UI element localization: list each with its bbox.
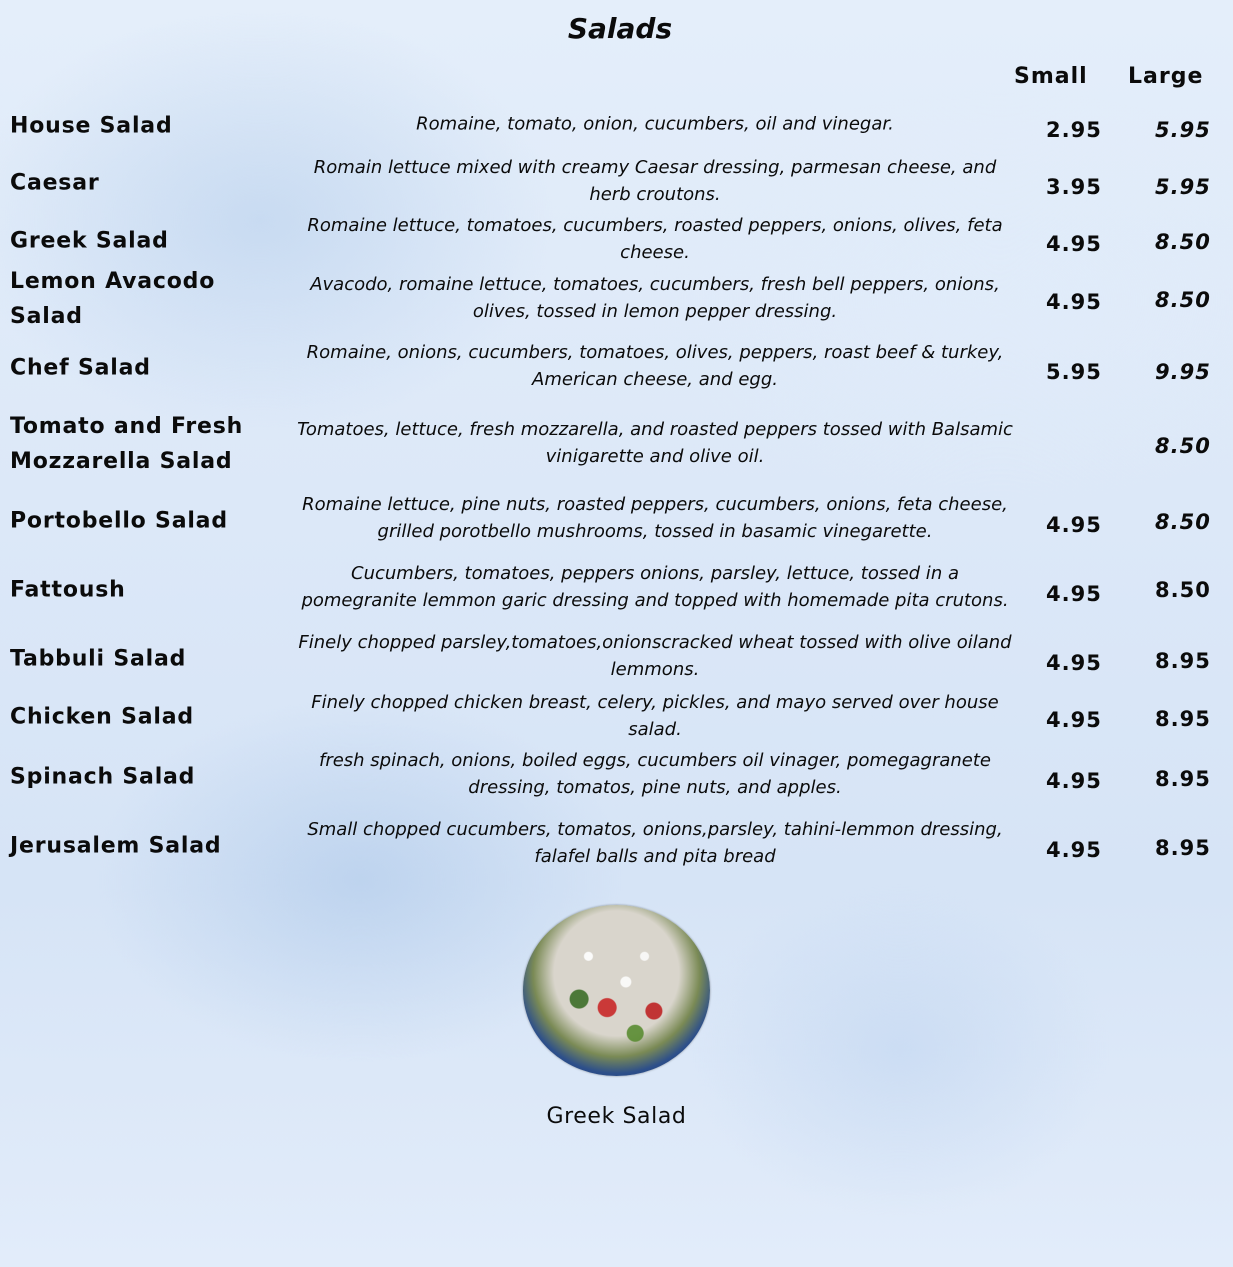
- item-description: Finely chopped chicken breast, celery, pickles, and mayo served over house salad.: [311, 692, 999, 740]
- price-small: 4.95: [1046, 290, 1102, 314]
- price-small: 4.95: [1046, 232, 1102, 256]
- menu-title: Salads: [567, 12, 673, 45]
- item-name: Tabbuli Salad: [10, 646, 187, 672]
- price-small: 4.95: [1046, 651, 1102, 675]
- price-small: 4.95: [1046, 513, 1102, 537]
- item-description: Finely chopped parsley,tomatoes,onionscracked wheat tossed with olive oiland lemmons.: [298, 632, 1012, 680]
- item-description: Romaine, onions, cucumbers, tomatoes, olives, peppers, roast beef & turkey, American cheese, and egg.: [306, 342, 1004, 390]
- item-name: Tomato and Fresh Mozzarella Salad: [10, 414, 244, 474]
- item-description: Tomatoes, lettuce, fresh mozzarella, and roasted peppers tossed with Balsamic vinigarette and olive oil.: [297, 419, 1013, 467]
- item-name: Lemon Avacodo Salad: [10, 269, 216, 329]
- price-large: 8.95: [1155, 649, 1211, 673]
- item-name: Portobello Salad: [10, 508, 228, 534]
- item-name: Caesar: [10, 170, 100, 196]
- item-description: Romain lettuce mixed with creamy Caesar dressing, parmesan cheese, and herb croutons.: [313, 157, 997, 205]
- price-large: 5.95: [1155, 175, 1211, 199]
- price-large: 8.50: [1155, 510, 1211, 534]
- price-small: 2.95: [1046, 118, 1102, 142]
- item-description: Romaine lettuce, pine nuts, roasted peppers, cucumbers, onions, feta cheese, grilled porotbello mushrooms, tossed in basamic vinegarette.: [302, 494, 1008, 542]
- price-large: 8.95: [1155, 707, 1211, 731]
- item-description: fresh spinach, onions, boiled eggs, cucumbers oil vinager, pomegagranete dressing, tomatos, pine nuts, and apples.: [318, 750, 992, 798]
- column-header-small: Small: [1014, 64, 1088, 89]
- price-small: 5.95: [1046, 360, 1102, 384]
- greek-salad-photo: [523, 905, 710, 1076]
- item-name: Chef Salad: [10, 355, 151, 381]
- price-large: 5.95: [1155, 118, 1211, 142]
- price-large: 8.50: [1155, 434, 1211, 458]
- item-description: Cucumbers, tomatoes, peppers onions, parsley, lettuce, tossed in a pomegranite lemmon garic dressing and topped with homemade pita crutons.: [301, 563, 1009, 611]
- photo-caption: Greek Salad: [546, 1104, 687, 1129]
- item-name: House Salad: [10, 113, 173, 139]
- price-large: 8.95: [1155, 767, 1211, 791]
- item-description: Romaine, tomato, onion, cucumbers, oil and vinegar.: [416, 113, 894, 135]
- price-small: 4.95: [1046, 838, 1102, 862]
- item-name: Spinach Salad: [10, 764, 196, 790]
- price-large: 8.50: [1155, 230, 1211, 254]
- item-name: Jerusalem Salad: [10, 833, 222, 859]
- item-name: Greek Salad: [10, 228, 169, 254]
- item-description: Romaine lettuce, tomatoes, cucumbers, roasted peppers, onions, olives, feta cheese.: [307, 215, 1003, 263]
- price-large: 9.95: [1155, 360, 1211, 384]
- price-small: 3.95: [1046, 175, 1102, 199]
- item-description: Small chopped cucumbers, tomatos, onions,parsley, tahini-lemmon dressing, falafel balls and pita bread: [307, 819, 1003, 867]
- price-small: 4.95: [1046, 769, 1102, 793]
- price-small: 4.95: [1046, 582, 1102, 606]
- price-large: 8.95: [1155, 836, 1211, 860]
- item-description: Avacodo, romaine lettuce, tomatoes, cucumbers, fresh bell peppers, onions, olives, tossed in lemon pepper dressing.: [310, 274, 1000, 322]
- price-large: 8.50: [1155, 578, 1211, 602]
- item-name: Chicken Salad: [10, 704, 194, 730]
- price-small: 4.95: [1046, 708, 1102, 732]
- column-header-large: Large: [1128, 64, 1204, 89]
- item-name: Fattoush: [10, 577, 126, 603]
- price-large: 8.50: [1155, 288, 1211, 312]
